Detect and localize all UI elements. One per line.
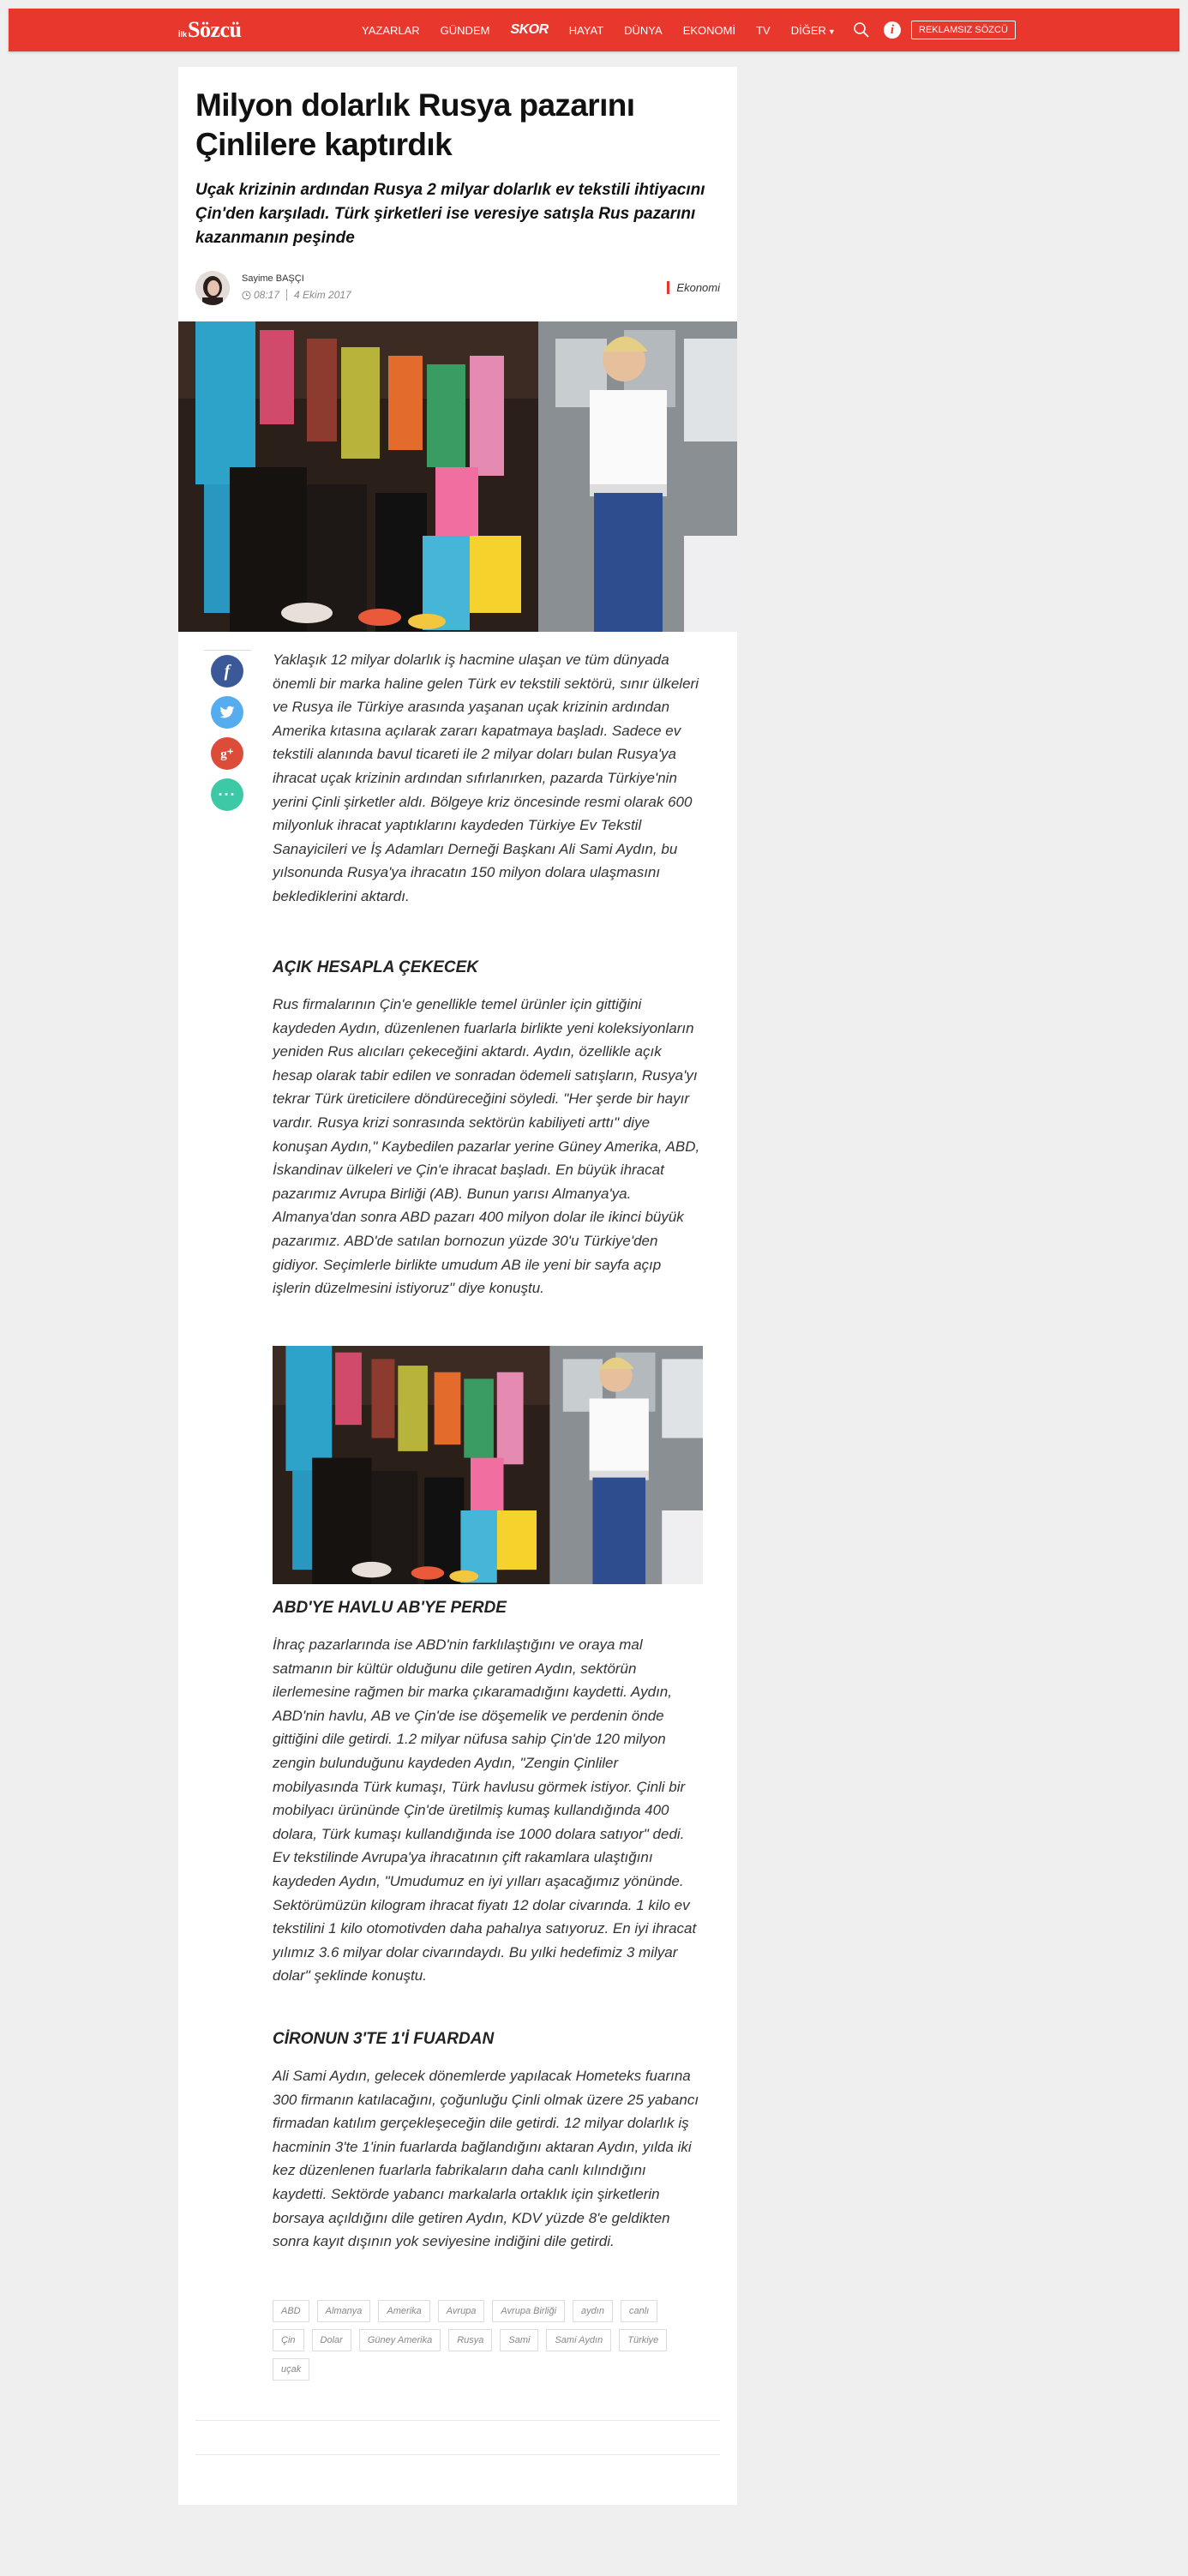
tag-link[interactable]: Rusya [448, 2329, 492, 2351]
facebook-share-button[interactable] [211, 655, 243, 688]
publish-time: 08:17 [254, 289, 280, 301]
tag-link[interactable]: ABD [273, 2300, 309, 2322]
category-link[interactable]: Ekonomi [667, 281, 720, 294]
meta-divider [286, 289, 287, 301]
clock-icon [242, 291, 251, 300]
nav-item-hayat[interactable]: HAYAT [568, 23, 604, 37]
tag-link[interactable]: Çin [273, 2329, 304, 2351]
article-card [178, 67, 737, 2505]
search-icon[interactable] [853, 21, 870, 39]
twitter-share-button[interactable] [211, 696, 243, 729]
main-menu [362, 9, 856, 51]
author-name[interactable]: Sayime BAŞÇI [242, 273, 304, 284]
article-paragraph-4: Ali Sami Aydın, gelecek dönemlerde yapılacak Hometeks fuarına 300 firmanın katılacağını, çoğunluğu Çinli olmak üzere 25 yabancı firmadan katılım gerçekleşeceğin dile getirdi. 12 milyar dolarlık iş hacminin 3'te 1'inin fuarlarda bağlandığını aktaran Aydın, yılda iki kez düzenlenen fuarlarla fabrikaların daha canlı kılındığını kaydetti. Sektörde yabancı markalarla ortaklık için şirketlerin borsaya açıldığını dile getiren Aydın, KDV yüzde 8'e geldikten sonra kayıt dışının yok seviyesine indiğini dile getirdi. [273, 2068, 699, 2250]
share-divider [204, 650, 251, 651]
nav-actions [853, 9, 1016, 51]
tag-link[interactable]: Dolar [312, 2329, 351, 2351]
tag-link[interactable]: Avrupa [438, 2300, 485, 2322]
inline-article-image [273, 1346, 703, 1584]
tag-link[interactable]: uçak [273, 2358, 309, 2381]
nav-item-diger[interactable] [791, 24, 836, 37]
more-share-button[interactable] [211, 778, 243, 811]
author-avatar[interactable] [195, 271, 230, 305]
section-heading-3: CİRONUN 3'TE 1'İ FUARDAN [273, 2030, 495, 2048]
article-divider [195, 2454, 720, 2455]
logo-small-text: İlk [178, 30, 188, 39]
chevron-down-icon: ▼ [827, 27, 836, 36]
article-title: Milyon dolarlık Rusya pazarını Çinlilere kaptırdık [195, 87, 635, 162]
article-paragraph-2: Rus firmalarının Çin'e genellikle temel ürünler için gittiğini kaydeden Aydın, düzenlenen fuarlarla birlikte yeni koleksiyonların yeniden Rus alıcıları çekeceğini aktardı. Aydın, özellikle açık hesap olarak tabir edilen ve sonradan ödemeli satışların, Rusya'yı tekrar Türk üreticilere döndüreceğini söyledi. "Her şerde bir hayır vardır. Rusya krizi sonrasında sektörün kabiliyeti arttı" diye konuşan Aydın," Kaybedilen pazarlar yerine Güney Amerika, ABD, İskandinav ülkeleri ve Çin'e ihracat başladı. En büyük ihracat pazarımız Avrupa Birliği (AB). Bunun yarısı Almanya'ya. Almanya'dan sonra ABD pazarı 400 milyon dolar ile ikinci büyük pazarımız. ABD'de satılan bornozun yüzde 30'u Türkiye'den gidiyor. Seçimlerle birlikte umudum AB ile yeni bir sayfa açıp işlerin düzelmesini istiyoruz" diye konuştu. [273, 996, 700, 1297]
tag-link[interactable]: Türkiye [619, 2329, 667, 2351]
article-divider [195, 2420, 720, 2421]
share-bar [204, 650, 251, 820]
nav-item-dunya[interactable]: DÜNYA [624, 23, 663, 37]
tag-link[interactable]: canlı [621, 2300, 657, 2322]
textile-shop-photo-2 [273, 1346, 703, 1584]
tag-link[interactable]: Sami [500, 2329, 538, 2351]
author-photo [195, 271, 230, 305]
section-heading-1: AÇIK HESAPLA ÇEKECEK [273, 958, 478, 976]
tag-link[interactable]: Almanya [317, 2300, 371, 2322]
top-navigation-bar [9, 9, 1179, 51]
tag-link[interactable]: aydın [573, 2300, 613, 2322]
article-paragraph-1: Yaklaşık 12 milyar dolarlık iş hacmine ulaşan ve tüm dünyada önemli bir marka haline gelen Türk ev tekstili sektörü, sınır ülkeleri ve Rusya ile Türkiye arasında yaşanan uçak krizinin ardından Amerika kıtasına açılarak zararı kapatmaya başladı. Sadece ev tekstili alanında bavul ticareti ile 2 milyar doları bulan Rusya'ya ihracat uçak krizinin ardından sıfırlanırken, pazarda Türkiye'nin yerini Çinli şirketler aldı. Bölgeye kriz öncesinde resmi olarak 600 milyonluk ihracat yaptıklarını kaydeden Türkiye Ev Tekstil Sanayicileri ve İş Adamları Derneği Başkanı Ali Sami Aydın, bu yılsonunda Rusya'ya ihracatın 150 milyon dolara ulaşmasını beklediklerini aktardı. [273, 652, 699, 904]
twitter-icon [219, 706, 235, 719]
article-paragraph-3: İhraç pazarlarında ise ABD'nin farklılaştığını ve oraya mal satmanın bir kültür olduğunu dile getiren Aydın, sektörün ilerlemesine rağmen bir marka çıkaramadığını kaydetti. Aydın, ABD'nin havlu, AB ve Çin'de ise döşemelik ve perdenin önde gittiğini dile getirdi. 1.2 milyar nüfusa sahip Çin'de 120 milyon zengin bulunduğunu kaydeden Aydın, "Zengin Çinliler mobilyasında Türk kumaşı, Türk havlusu görmek istiyor. Çinli bir mobilyacı ürününde Çin'de üretilmiş kumaş kullandığında 400 dolara, Türk kumaşı kullandığında ise 1000 dolara satıyor" dedi. Ev tekstilinde Avrupa'ya ihracatının çift rakamlara ulaştığını kaydeden Aydın, "Umudumuz en iyi yılları aşacağımız yönünde. Sektörümüzün kilogram ihracat fiyatı 12 dolar civarında. 1 kilo ev tekstilini 1 kilo otomotivden daha pahalıya satıyoruz. En iyi ihracat yılımız 3.6 milyar dolar civarındaydı. Bu yılki hedefimiz 3 milyar dolar" şeklinde konuştu. [273, 1636, 697, 1985]
tag-list [273, 2300, 703, 2387]
nav-item-gundem[interactable]: GÜNDEM [440, 23, 490, 37]
textile-shop-photo [178, 321, 737, 632]
info-icon[interactable]: i [884, 21, 901, 39]
section-heading-2: ABD'YE HAVLU AB'YE PERDE [273, 1599, 507, 1617]
google-plus-icon: g⁺ [220, 747, 234, 761]
tag-link[interactable]: Avrupa Birliği [492, 2300, 565, 2322]
nav-item-ekonomi[interactable]: EKONOMİ [682, 23, 736, 37]
nav-item-yazarlar[interactable]: YAZARLAR [362, 23, 420, 37]
nav-item-tv[interactable]: TV [756, 23, 771, 37]
nav-item-diger-label: DİĞER [790, 23, 826, 37]
tag-link[interactable]: Güney Amerika [359, 2329, 441, 2351]
tag-link[interactable]: Amerika [378, 2300, 429, 2322]
google-plus-share-button[interactable] [211, 737, 243, 770]
publish-meta [242, 289, 351, 301]
more-icon: ··· [218, 785, 237, 803]
nav-item-skor[interactable]: SKOR [510, 22, 549, 37]
article-subtitle: Uçak krizinin ardından Rusya 2 milyar dolarlık ev tekstili ihtiyacını Çin'den karşıladı. Türk şirketleri ise veresiye satışla Rus pazarını kazanmanın peşinde [195, 181, 705, 247]
facebook-icon: f [224, 661, 231, 681]
logo-text: Sözcü [188, 17, 242, 42]
tag-link[interactable]: Sami Aydın [546, 2329, 611, 2351]
ad-free-button[interactable]: REKLAMSIZ SÖZCÜ [911, 21, 1016, 39]
site-logo[interactable] [178, 18, 242, 42]
publish-date: 4 Ekim 2017 [294, 289, 351, 301]
hero-image [178, 321, 737, 632]
